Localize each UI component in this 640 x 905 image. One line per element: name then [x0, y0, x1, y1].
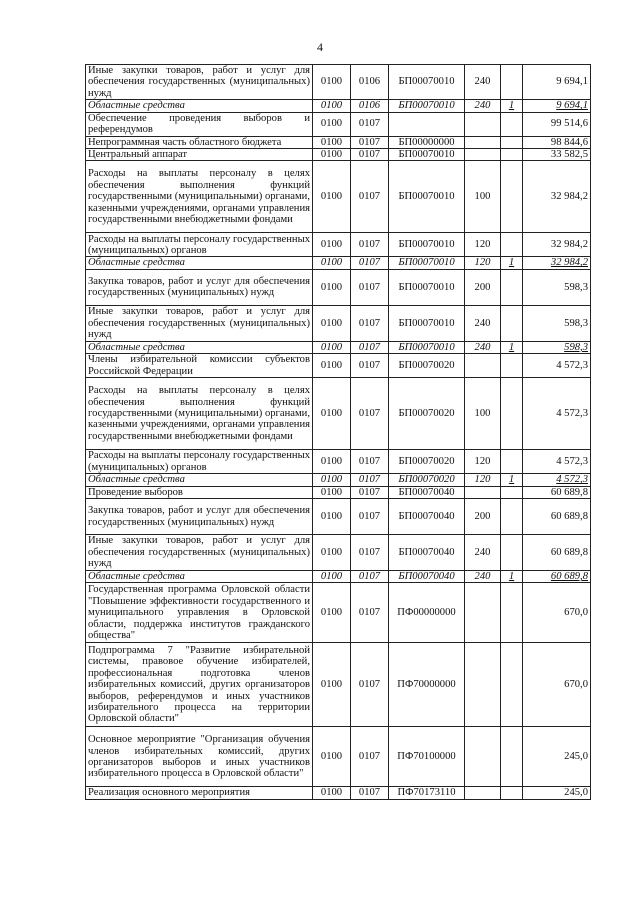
amount-cell: 60 689,8 — [523, 486, 591, 498]
page-number: 4 — [317, 40, 323, 54]
subsection-code-cell: 0107 — [351, 535, 389, 571]
section-code-cell: 0100 — [313, 233, 351, 257]
expense-type-cell: 120 — [465, 233, 501, 257]
subsection-code-cell: 0107 — [351, 269, 389, 305]
amount-cell: 4 572,3 — [523, 450, 591, 474]
funding-source-cell — [501, 112, 523, 136]
target-article-cell: БП00070010 — [389, 341, 465, 353]
expense-type-cell — [465, 583, 501, 643]
funding-source-cell — [501, 499, 523, 535]
funding-subrow — [86, 341, 591, 353]
section-code-cell: 0100 — [313, 571, 351, 583]
target-article-cell: ПФ70100000 — [389, 727, 465, 787]
table-row — [86, 161, 591, 233]
subsection-code-cell: 0107 — [351, 257, 389, 269]
amount-cell: 32 984,2 — [523, 257, 591, 269]
table-row — [86, 378, 591, 450]
funding-source-cell — [501, 354, 523, 378]
subsection-code-cell: 0107 — [351, 233, 389, 257]
section-code-cell: 0100 — [313, 474, 351, 486]
subsection-code-cell: 0107 — [351, 149, 389, 161]
amount-cell: 598,3 — [523, 341, 591, 353]
section-code-cell: 0100 — [313, 112, 351, 136]
funding-source-cell — [501, 136, 523, 148]
expense-type-cell: 100 — [465, 378, 501, 450]
budget-table — [85, 64, 591, 800]
target-article-cell: БП00070010 — [389, 257, 465, 269]
target-article-cell: БП00070010 — [389, 100, 465, 112]
section-code-cell: 0100 — [313, 161, 351, 233]
subsection-code-cell: 0107 — [351, 161, 389, 233]
subsection-code-cell: 0107 — [351, 112, 389, 136]
expense-type-cell: 240 — [465, 100, 501, 112]
target-article-cell: ПФ70000000 — [389, 643, 465, 727]
amount-cell: 4 572,3 — [523, 354, 591, 378]
funding-source-cell: 1 — [501, 100, 523, 112]
funding-subrow — [86, 257, 591, 269]
table-body — [86, 65, 591, 800]
funding-source-cell: 1 — [501, 257, 523, 269]
section-code-cell: 0100 — [313, 727, 351, 787]
target-article-cell: БП00070040 — [389, 499, 465, 535]
name-cell: Обеспечение проведения выборов и референдумов — [86, 112, 313, 136]
expense-type-cell — [465, 727, 501, 787]
table-row — [86, 535, 591, 571]
name-cell: Областные средства — [86, 474, 313, 486]
subsection-code-cell: 0107 — [351, 305, 389, 341]
funding-subrow — [86, 100, 591, 112]
target-article-cell: БП00070040 — [389, 535, 465, 571]
expense-type-cell — [465, 136, 501, 148]
subsection-code-cell: 0107 — [351, 499, 389, 535]
table-row — [86, 486, 591, 498]
amount-cell: 670,0 — [523, 643, 591, 727]
section-code-cell: 0100 — [313, 305, 351, 341]
target-article-cell: БП00070010 — [389, 149, 465, 161]
name-cell: Иные закупки товаров, работ и услуг для обеспечения государственных (муниципальных) нужд — [86, 535, 313, 571]
section-code-cell: 0100 — [313, 100, 351, 112]
subsection-code-cell: 0107 — [351, 571, 389, 583]
name-cell: Подпрограмма 7 "Развитие избирательной системы, правовое обучение избирателей, профессиональная подготовка членов избирательных комиссий, других организаторов выборов, референдумов и иных участников избирательного процесса на территории Орловской области" — [86, 643, 313, 727]
subsection-code-cell: 0107 — [351, 474, 389, 486]
section-code-cell: 0100 — [313, 486, 351, 498]
target-article-cell: БП00070010 — [389, 161, 465, 233]
table-row — [86, 643, 591, 727]
amount-cell: 99 514,6 — [523, 112, 591, 136]
amount-cell: 4 572,3 — [523, 378, 591, 450]
funding-source-cell: 1 — [501, 474, 523, 486]
amount-cell: 60 689,8 — [523, 535, 591, 571]
section-code-cell: 0100 — [313, 136, 351, 148]
section-code-cell: 0100 — [313, 787, 351, 799]
amount-cell: 9 694,1 — [523, 100, 591, 112]
subsection-code-cell: 0107 — [351, 354, 389, 378]
funding-source-cell — [501, 269, 523, 305]
table-row — [86, 499, 591, 535]
expense-type-cell — [465, 787, 501, 799]
expense-type-cell: 200 — [465, 269, 501, 305]
funding-source-cell — [501, 305, 523, 341]
name-cell: Расходы на выплаты персоналу в целях обеспечения выполнения функций государственными (муниципальными) органами, казенными учреждениями, органами управления государственными внебюджетными фондами — [86, 161, 313, 233]
name-cell: Центральный аппарат — [86, 149, 313, 161]
expense-type-cell: 120 — [465, 257, 501, 269]
name-cell: Закупка товаров, работ и услуг для обеспечения государственных (муниципальных) нужд — [86, 499, 313, 535]
funding-source-cell — [501, 450, 523, 474]
name-cell: Расходы на выплаты персоналу государственных (муниципальных) органов — [86, 233, 313, 257]
expense-type-cell — [465, 112, 501, 136]
table-row — [86, 112, 591, 136]
expense-type-cell: 240 — [465, 65, 501, 100]
target-article-cell: БП00070010 — [389, 233, 465, 257]
name-cell: Иные закупки товаров, работ и услуг для обеспечения государственных (муниципальных) нужд — [86, 65, 313, 100]
name-cell: Областные средства — [86, 341, 313, 353]
expense-type-cell: 100 — [465, 161, 501, 233]
section-code-cell: 0100 — [313, 378, 351, 450]
target-article-cell: БП00070040 — [389, 486, 465, 498]
section-code-cell: 0100 — [313, 583, 351, 643]
target-article-cell: ПФ00000000 — [389, 583, 465, 643]
name-cell: Иные закупки товаров, работ и услуг для обеспечения государственных (муниципальных) нужд — [86, 305, 313, 341]
subsection-code-cell: 0107 — [351, 583, 389, 643]
funding-source-cell — [501, 727, 523, 787]
subsection-code-cell: 0107 — [351, 643, 389, 727]
expense-type-cell — [465, 643, 501, 727]
target-article-cell: БП00070010 — [389, 305, 465, 341]
table-row — [86, 233, 591, 257]
name-cell: Проведение выборов — [86, 486, 313, 498]
expense-type-cell — [465, 354, 501, 378]
expense-type-cell: 240 — [465, 305, 501, 341]
name-cell: Закупка товаров, работ и услуг для обеспечения государственных (муниципальных) нужд — [86, 269, 313, 305]
section-code-cell: 0100 — [313, 65, 351, 100]
amount-cell: 32 984,2 — [523, 233, 591, 257]
expense-type-cell — [465, 486, 501, 498]
subsection-code-cell: 0107 — [351, 727, 389, 787]
funding-source-cell — [501, 65, 523, 100]
table-row — [86, 136, 591, 148]
funding-subrow — [86, 571, 591, 583]
subsection-code-cell: 0107 — [351, 378, 389, 450]
amount-cell: 60 689,8 — [523, 571, 591, 583]
name-cell: Расходы на выплаты персоналу государственных (муниципальных) органов — [86, 450, 313, 474]
funding-source-cell: 1 — [501, 571, 523, 583]
name-cell: Реализация основного мероприятия — [86, 787, 313, 799]
amount-cell: 4 572,3 — [523, 474, 591, 486]
funding-source-cell — [501, 583, 523, 643]
expense-type-cell: 200 — [465, 499, 501, 535]
funding-source-cell — [501, 787, 523, 799]
funding-source-cell — [501, 149, 523, 161]
amount-cell: 598,3 — [523, 305, 591, 341]
table-row — [86, 787, 591, 799]
table-row — [86, 727, 591, 787]
subsection-code-cell: 0106 — [351, 65, 389, 100]
name-cell: Областные средства — [86, 257, 313, 269]
table-row — [86, 149, 591, 161]
name-cell: Непрограммная часть областного бюджета — [86, 136, 313, 148]
target-article-cell: ПФ70173110 — [389, 787, 465, 799]
expense-type-cell: 120 — [465, 450, 501, 474]
target-article-cell: БП00070020 — [389, 450, 465, 474]
funding-source-cell — [501, 486, 523, 498]
subsection-code-cell: 0107 — [351, 450, 389, 474]
subsection-code-cell: 0107 — [351, 486, 389, 498]
section-code-cell: 0100 — [313, 643, 351, 727]
section-code-cell: 0100 — [313, 499, 351, 535]
funding-source-cell — [501, 643, 523, 727]
subsection-code-cell: 0106 — [351, 100, 389, 112]
target-article-cell: БП00070020 — [389, 378, 465, 450]
amount-cell: 60 689,8 — [523, 499, 591, 535]
amount-cell: 32 984,2 — [523, 161, 591, 233]
section-code-cell: 0100 — [313, 341, 351, 353]
amount-cell: 9 694,1 — [523, 65, 591, 100]
name-cell: Областные средства — [86, 100, 313, 112]
subsection-code-cell: 0107 — [351, 787, 389, 799]
expense-type-cell: 240 — [465, 535, 501, 571]
amount-cell: 598,3 — [523, 269, 591, 305]
subsection-code-cell: 0107 — [351, 136, 389, 148]
subsection-code-cell: 0107 — [351, 341, 389, 353]
amount-cell: 245,0 — [523, 787, 591, 799]
name-cell: Областные средства — [86, 571, 313, 583]
expense-type-cell — [465, 149, 501, 161]
table-row — [86, 269, 591, 305]
target-article-cell: БП00070040 — [389, 571, 465, 583]
name-cell: Основное мероприятие "Организация обучения членов избирательных комиссий, других организаторов выборов и иных участников избирательного процесса в Орловской области" — [86, 727, 313, 787]
section-code-cell: 0100 — [313, 149, 351, 161]
table-row — [86, 354, 591, 378]
funding-source-cell: 1 — [501, 341, 523, 353]
expense-type-cell: 120 — [465, 474, 501, 486]
amount-cell: 670,0 — [523, 583, 591, 643]
amount-cell: 33 582,5 — [523, 149, 591, 161]
section-code-cell: 0100 — [313, 450, 351, 474]
funding-source-cell — [501, 161, 523, 233]
name-cell: Расходы на выплаты персоналу в целях обеспечения выполнения функций государственными (муниципальными) органами, казенными учреждениями, органами управления государственными внебюджетными фондами — [86, 378, 313, 450]
section-code-cell: 0100 — [313, 354, 351, 378]
expense-type-cell: 240 — [465, 341, 501, 353]
funding-source-cell — [501, 535, 523, 571]
table-row — [86, 583, 591, 643]
section-code-cell: 0100 — [313, 535, 351, 571]
target-article-cell: БП00070010 — [389, 65, 465, 100]
name-cell: Государственная программа Орловской области "Повышение эффективности государственного и муниципального управления в Орловской области, поддержка институтов гражданского общества" — [86, 583, 313, 643]
target-article-cell — [389, 112, 465, 136]
target-article-cell: БП00070020 — [389, 354, 465, 378]
section-code-cell: 0100 — [313, 269, 351, 305]
table-row — [86, 450, 591, 474]
funding-source-cell — [501, 233, 523, 257]
amount-cell: 245,0 — [523, 727, 591, 787]
funding-source-cell — [501, 378, 523, 450]
table-row — [86, 305, 591, 341]
amount-cell: 98 844,6 — [523, 136, 591, 148]
target-article-cell: БП00070010 — [389, 269, 465, 305]
name-cell: Члены избирательной комиссии субъектов Российской Федерации — [86, 354, 313, 378]
target-article-cell: БП00070020 — [389, 474, 465, 486]
expense-type-cell: 240 — [465, 571, 501, 583]
section-code-cell: 0100 — [313, 257, 351, 269]
funding-subrow — [86, 474, 591, 486]
table-row — [86, 65, 591, 100]
target-article-cell: БП00000000 — [389, 136, 465, 148]
